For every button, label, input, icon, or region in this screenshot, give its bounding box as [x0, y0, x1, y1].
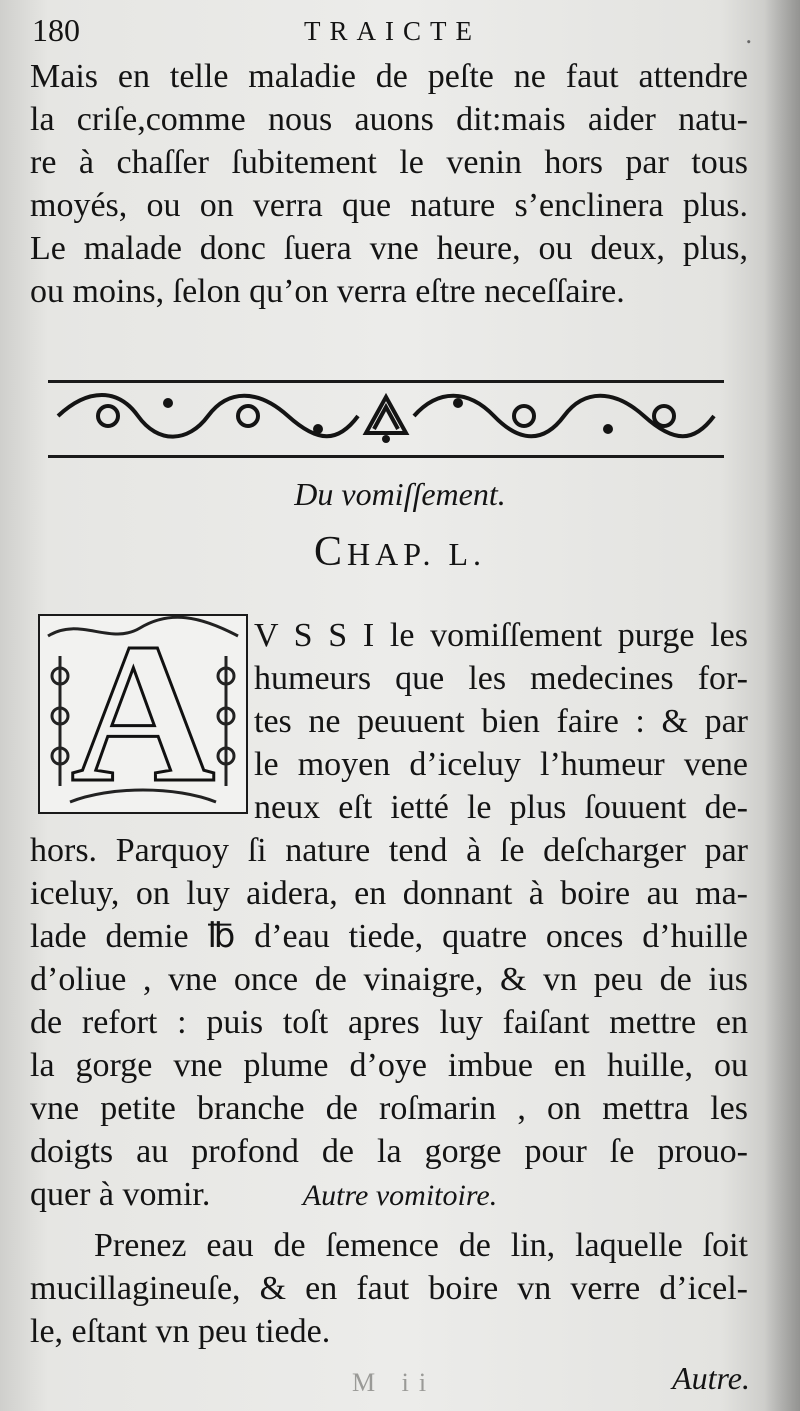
chapter-heading-rest: HAP. L.	[347, 536, 487, 572]
paragraph1-body	[30, 829, 748, 1216]
decorated-initial	[38, 603, 248, 824]
running-title: TRAICTE	[304, 16, 481, 46]
text-line: quer à vomir.	[30, 1176, 211, 1213]
top-text-block	[30, 55, 748, 313]
text-line: re à chaſſer ſubitement le venin hors par tous	[30, 144, 748, 181]
subheading: Autre vomitoire.	[302, 1179, 498, 1212]
text-line: neux eſt ietté le plus ſouuent de-	[254, 789, 748, 826]
ornamental-headpiece	[48, 380, 724, 458]
text-line: moyés, ou on verra que nature s’enclinera plus.	[30, 187, 748, 224]
catchword: Autre.	[672, 1360, 750, 1396]
text-line: doigts au profond de la gorge pour ſe prouo-	[30, 1133, 748, 1170]
text-line: tes ne peuuent bien faire : & par	[254, 703, 748, 740]
text-line: le, eſtant vn peu tiede.	[30, 1313, 331, 1350]
text-line: la gorge vne plume d’oye imbue en huille, ou	[30, 1047, 748, 1084]
text-line: hors. Parquoy ſi nature tend à ſe deſcharger par	[30, 832, 748, 869]
bleed-mark: .	[745, 20, 752, 49]
chapter-heading	[0, 528, 800, 576]
text-line: lade demie ℔ d’eau tiede, quatre onces d’huille	[30, 918, 748, 955]
running-head	[32, 12, 752, 52]
text-line: d’oliue , vne once de vinaigre, & vn peu de ius	[30, 961, 748, 998]
initial-letter: A	[70, 603, 216, 824]
text-line: le moyen d’iceluy l’humeur vene	[254, 746, 748, 783]
signature-mark: M ii	[352, 1368, 437, 1397]
text-line: ou moins, ſelon qu’on verra eſtre neceſſaire.	[30, 273, 625, 310]
scrollwork-ornament-icon	[48, 383, 724, 449]
chapter-heading-cap: C	[313, 529, 347, 575]
text-line: mucillagineuſe, & en faut boire vn verre d’icel-	[30, 1270, 748, 1307]
page-number: 180	[32, 12, 80, 48]
text-line: Le malade donc ſuera vne heure, ou deux, plus,	[30, 230, 748, 267]
text-line: vne petite branche de roſmarin , on mettra les	[30, 1090, 748, 1127]
text-line: humeurs que les medecines for-	[254, 660, 748, 697]
paragraph1-beside-initial	[254, 614, 748, 829]
text-line: de refort : puis toſt apres luy faiſant mettre en	[30, 1004, 748, 1041]
text-line: Mais en telle maladie de peſte ne faut attendre	[30, 58, 748, 95]
paragraph2	[30, 1224, 748, 1353]
text-line: iceluy, on luy aidera, en donnant à boire au ma-	[30, 875, 748, 912]
text-line: la criſe,comme nous auons dit:mais aider natu-	[30, 101, 748, 138]
text-line: Prenez eau de ſemence de lin, laquelle ſoit	[94, 1227, 748, 1264]
text-line: V S S I le vomiſſement purge les	[254, 617, 748, 654]
section-title: Du vomiſſement.	[294, 476, 506, 512]
